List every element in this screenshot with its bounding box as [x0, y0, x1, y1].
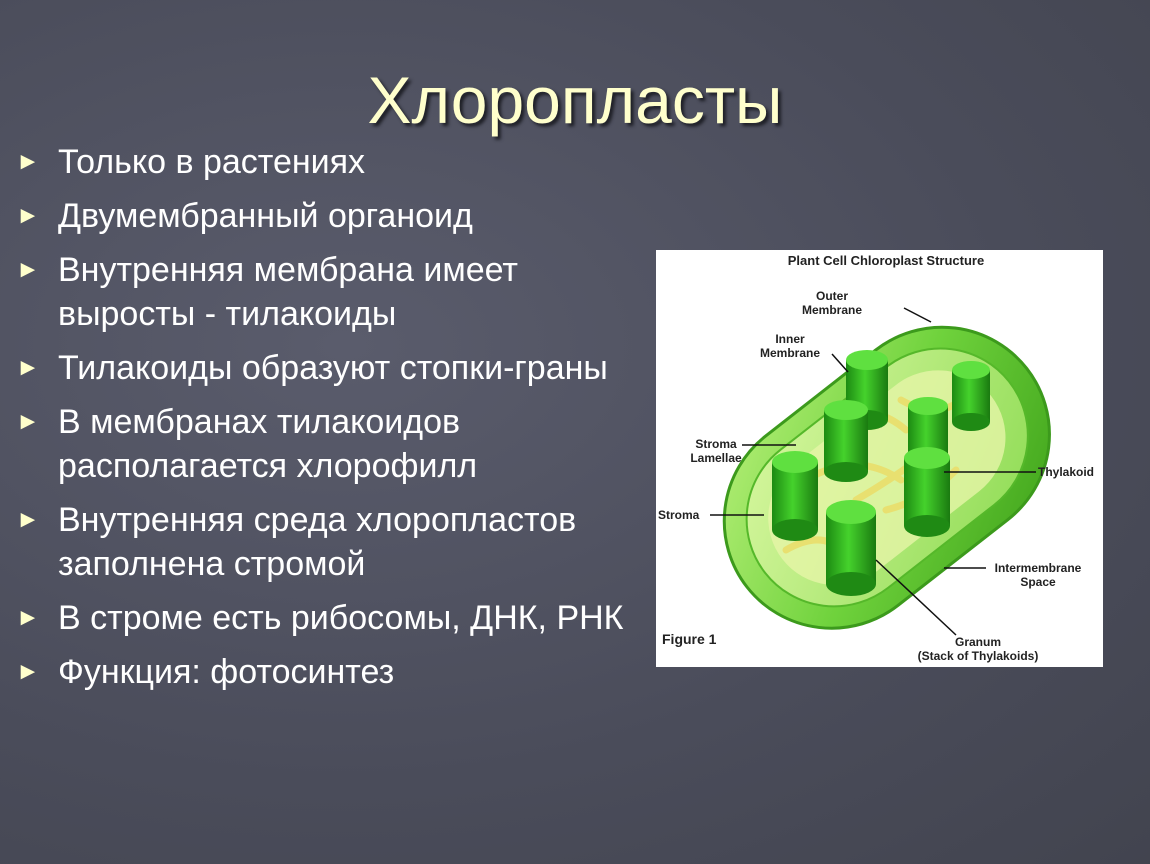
bullet-arrow-icon: ► — [16, 148, 40, 175]
bullet-arrow-icon: ► — [16, 354, 40, 381]
chloroplast-figure — [656, 250, 1103, 667]
bullet-text: Тилакоиды образуют стопки-граны — [58, 349, 608, 387]
bullet-item — [16, 400, 646, 488]
label-intermembrane-space: Space — [1020, 575, 1056, 589]
label-thylakoid: Thylakoid — [1038, 465, 1095, 479]
bullet-item — [16, 596, 646, 640]
figure-caption: Figure 1 — [662, 631, 717, 647]
label-inner-membrane: Membrane — [759, 346, 821, 360]
figure-title: Plant Cell Chloroplast Structure — [787, 253, 985, 268]
bullet-item — [16, 194, 646, 238]
label-outer-membrane: Membrane — [801, 303, 863, 317]
granum-stack — [952, 361, 990, 431]
bullet-arrow-icon: ► — [16, 256, 40, 283]
bullet-text: Функция: фотосинтез — [58, 653, 395, 691]
label-outer-membrane: Outer — [815, 289, 849, 303]
bullet-arrow-icon: ► — [16, 408, 40, 435]
bullet-arrow-icon: ► — [16, 202, 40, 229]
label-stroma: Stroma — [658, 508, 700, 522]
bullet-item — [16, 248, 646, 336]
label-granum: Granum — [954, 635, 1002, 649]
label-stroma-lamellae: Lamellae — [690, 451, 742, 465]
bullet-text: В мембранах тилакоидов располагается хлорофилл — [58, 403, 478, 485]
label-intermembrane-space: Intermembrane — [994, 561, 1082, 575]
bullet-arrow-icon: ► — [16, 604, 40, 631]
label-granum: (Stack of Thylakoids) — [917, 649, 1039, 663]
granum-stack — [826, 500, 876, 596]
bullet-text: Внутренняя мембрана имеет выросты - тилакоиды — [58, 251, 518, 333]
bullet-text: Внутренняя среда хлоропластов заполнена стромой — [58, 501, 577, 583]
bullet-item — [16, 650, 646, 694]
label-inner-membrane: Inner — [775, 332, 805, 346]
bullet-text: В строме есть рибосомы, ДНК, РНК — [58, 599, 624, 637]
bullet-arrow-icon: ► — [16, 658, 40, 685]
bullet-item — [16, 140, 646, 184]
bullet-text: Только в растениях — [58, 143, 366, 181]
bullet-item — [16, 498, 646, 586]
bullet-item — [16, 346, 646, 390]
granum-stack — [904, 447, 950, 537]
granum-stack — [824, 400, 868, 482]
bullet-list — [16, 140, 646, 704]
granum-stack — [772, 451, 818, 541]
chloroplast-diagram — [656, 250, 1103, 667]
bullet-arrow-icon: ► — [16, 506, 40, 533]
slide-title: Хлоропласты — [367, 63, 783, 137]
bullet-text: Двумембранный органоид — [58, 197, 473, 235]
label-stroma-lamellae: Stroma — [695, 437, 737, 451]
